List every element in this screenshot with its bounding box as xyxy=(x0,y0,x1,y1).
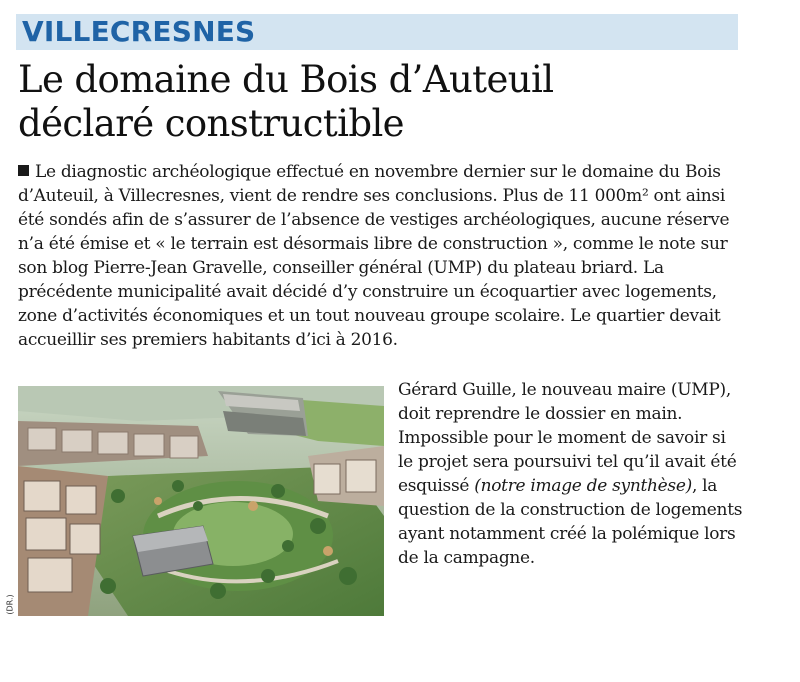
kicker-label: VILLECRESNES xyxy=(22,15,256,48)
kicker-band xyxy=(16,14,738,50)
paragraph-1-text: Le diagnostic archéologique effectué en novembre dernier sur le domaine du Bois d’Auteuil, à Villecresnes, vient de rendre ses conclusions. Plus de 11 000m² ont ainsi été sondés afin de s’assurer de l’absence de vestiges archéologiques, aucune réserve n’a été émise et « le terrain est désormais libre de construction », comme le note sur son blog Pierre-Jean Gravelle, conseiller général (UMP) du plateau briard. La précédente municipalité avait décidé d’y construire un écoquartier avec logements, zone d’activités économiques et un tout nouveau groupe scolaire. Le quartier devait accueillir ses premiers habitants d’ici à 2016. xyxy=(18,162,730,350)
synthesis-image xyxy=(18,386,384,616)
paragraph-2-italic-caption: (notre image de synthèse) xyxy=(474,476,692,496)
headline-line-1: Le domaine du Bois d’Auteuil xyxy=(18,58,554,101)
paragraph-2-text-start: Gérard Guille, le nouveau maire (UMP), doit reprendre le dossier en main. Impossible pour le moment de savoir si le projet sera poursuivi tel qu’il avait été esquissé xyxy=(398,380,737,496)
headline-line-2: déclaré constructible xyxy=(18,102,404,145)
article-paragraph-2 xyxy=(398,378,743,570)
headline xyxy=(18,58,778,146)
square-bullet-icon xyxy=(18,165,29,176)
photo-credit-text: (DR.) xyxy=(5,594,15,615)
article-paragraph-1 xyxy=(18,160,740,352)
aerial-rendering xyxy=(18,386,384,616)
photo-credit xyxy=(2,588,16,624)
paragraph-2-text-end: , la question de la construction de logements ayant notamment créé la polémique lors de la campagne. xyxy=(398,476,743,568)
